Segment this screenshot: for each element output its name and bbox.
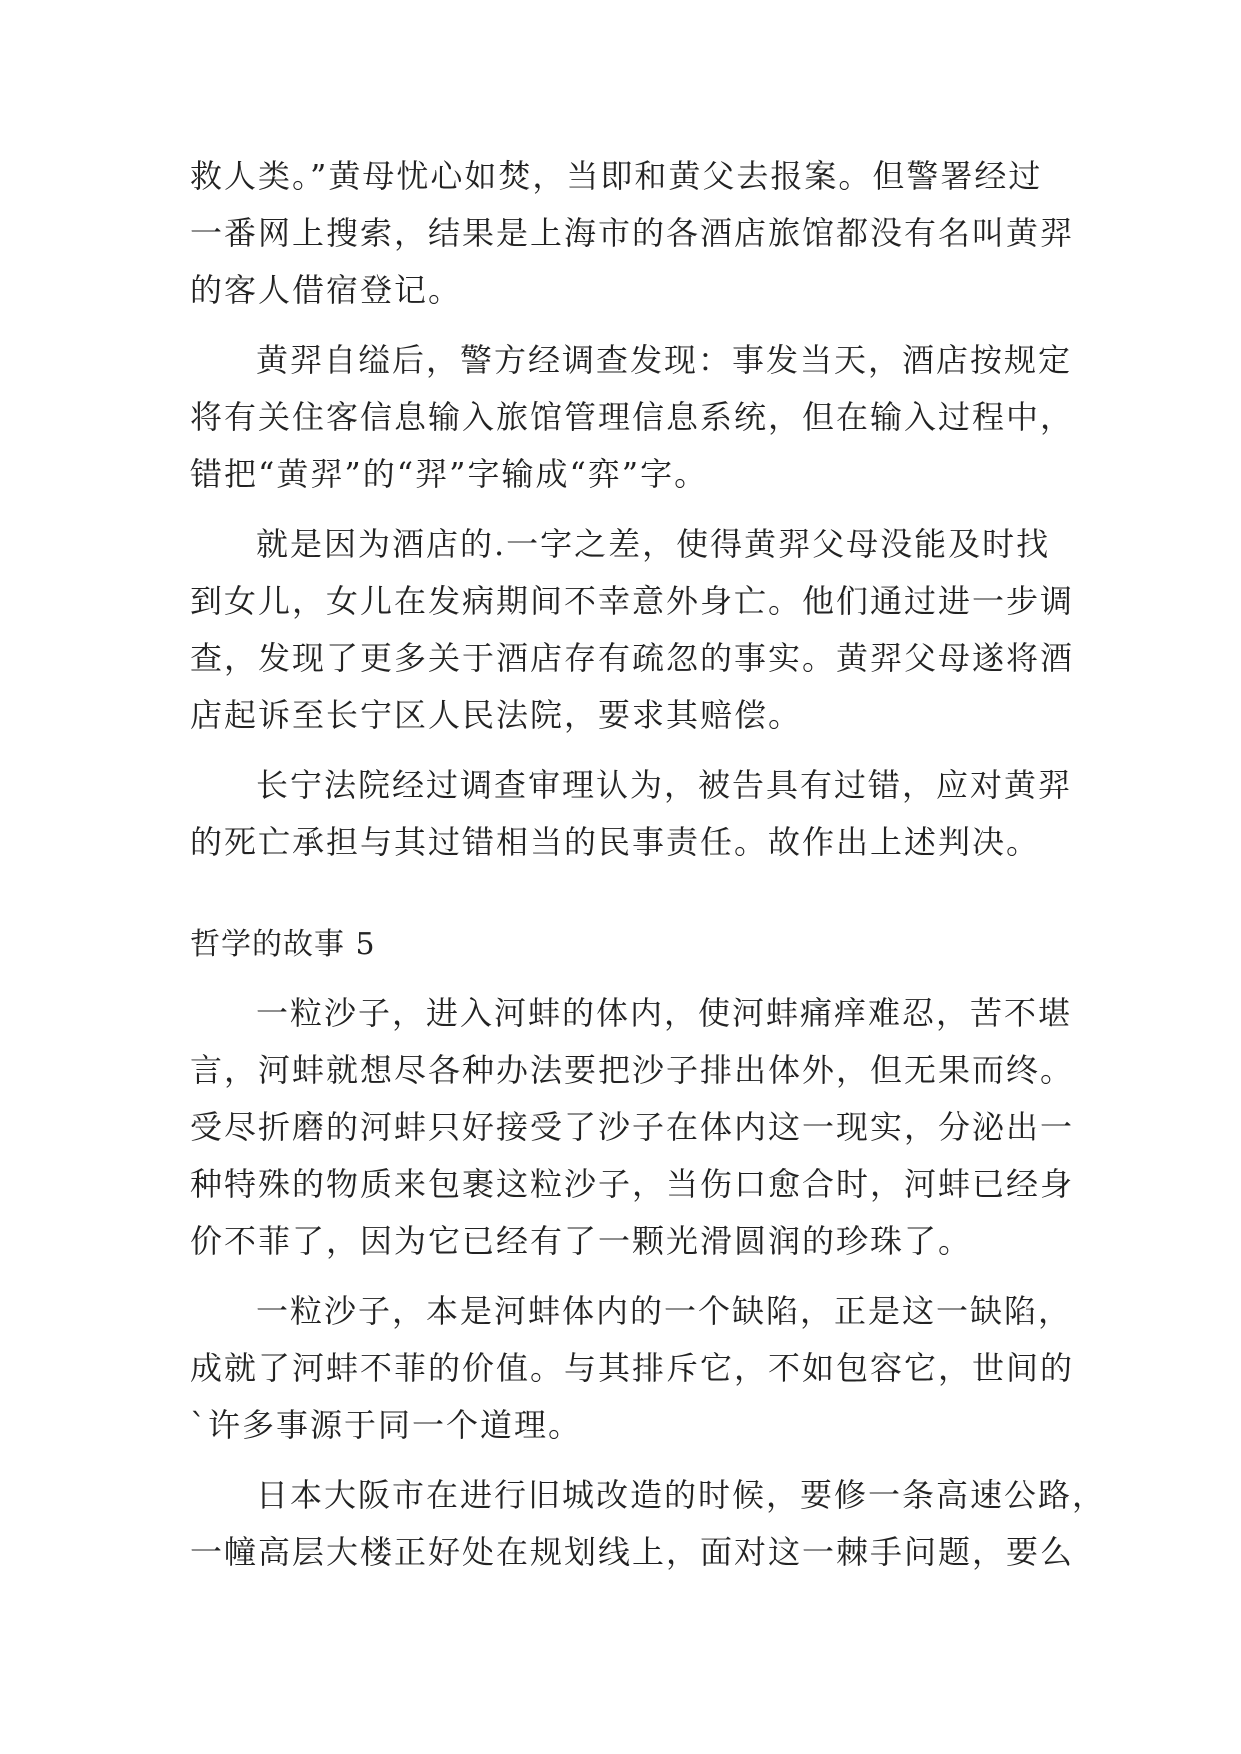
text-line: 的客人借宿登记。 xyxy=(190,271,463,309)
text-line: 成就了河蚌不菲的价值。与其排斥它，不如包容它，世间的 xyxy=(190,1349,1075,1387)
text-line: 救人类。”黄母忧心如焚，当即和黄父去报案。但警署经过 xyxy=(190,157,1043,195)
text-line: 价不菲了，因为它已经有了一颗光滑圆润的珍珠了。 xyxy=(190,1222,973,1260)
text-line: 受尽折磨的河蚌只好接受了沙子在体内这一现实，分泌出一 xyxy=(190,1108,1075,1146)
text-line: 一幢高层大楼正好处在规划线上，面对这一棘手问题，要么 xyxy=(190,1533,1075,1571)
text-line: `许多事源于同一个道理。 xyxy=(190,1406,583,1444)
text-line: 查，发现了更多关于酒店存有疏忽的事实。黄羿父母遂将酒 xyxy=(190,639,1075,677)
text-line: 错把“黄羿”的“羿”字输成“弈”字。 xyxy=(190,455,709,493)
paragraph-first-line: 日本大阪市在进行旧城改造的时候，要修一条高速公路， xyxy=(256,1476,1107,1514)
paragraph-first-line: 就是因为酒店的.一字之差，使得黄羿父母没能及时找 xyxy=(256,525,1051,563)
paragraph-first-line: 黄羿自缢后，警方经调查发现：事发当天，酒店按规定 xyxy=(256,341,1073,379)
section-heading: 哲学的故事 5 xyxy=(190,927,376,962)
text-line: 的死亡承担与其过错相当的民事责任。故作出上述判决。 xyxy=(190,823,1041,861)
text-line: 言，河蚌就想尽各种办法要把沙子排出体外，但无果而终。 xyxy=(190,1051,1075,1089)
text-line: 到女儿，女儿在发病期间不幸意外身亡。他们通过进一步调 xyxy=(190,582,1075,620)
text-line: 种特殊的物质来包裹这粒沙子，当伤口愈合时，河蚌已经身 xyxy=(190,1165,1075,1203)
paragraph-first-line: 一粒沙子，本是河蚌体内的一个缺陷，正是这一缺陷， xyxy=(256,1292,1073,1330)
paragraph-first-line: 一粒沙子，进入河蚌的体内，使河蚌痛痒难忍，苦不堪 xyxy=(256,994,1073,1032)
text-line: 一番网上搜索，结果是上海市的各酒店旅馆都没有名叫黄羿 xyxy=(190,214,1075,252)
text-line: 店起诉至长宁区人民法院，要求其赔偿。 xyxy=(190,696,803,734)
text-line: 将有关住客信息输入旅馆管理信息系统，但在输入过程中， xyxy=(190,398,1075,436)
paragraph-first-line: 长宁法院经过调查审理认为，被告具有过错，应对黄羿 xyxy=(256,766,1073,804)
